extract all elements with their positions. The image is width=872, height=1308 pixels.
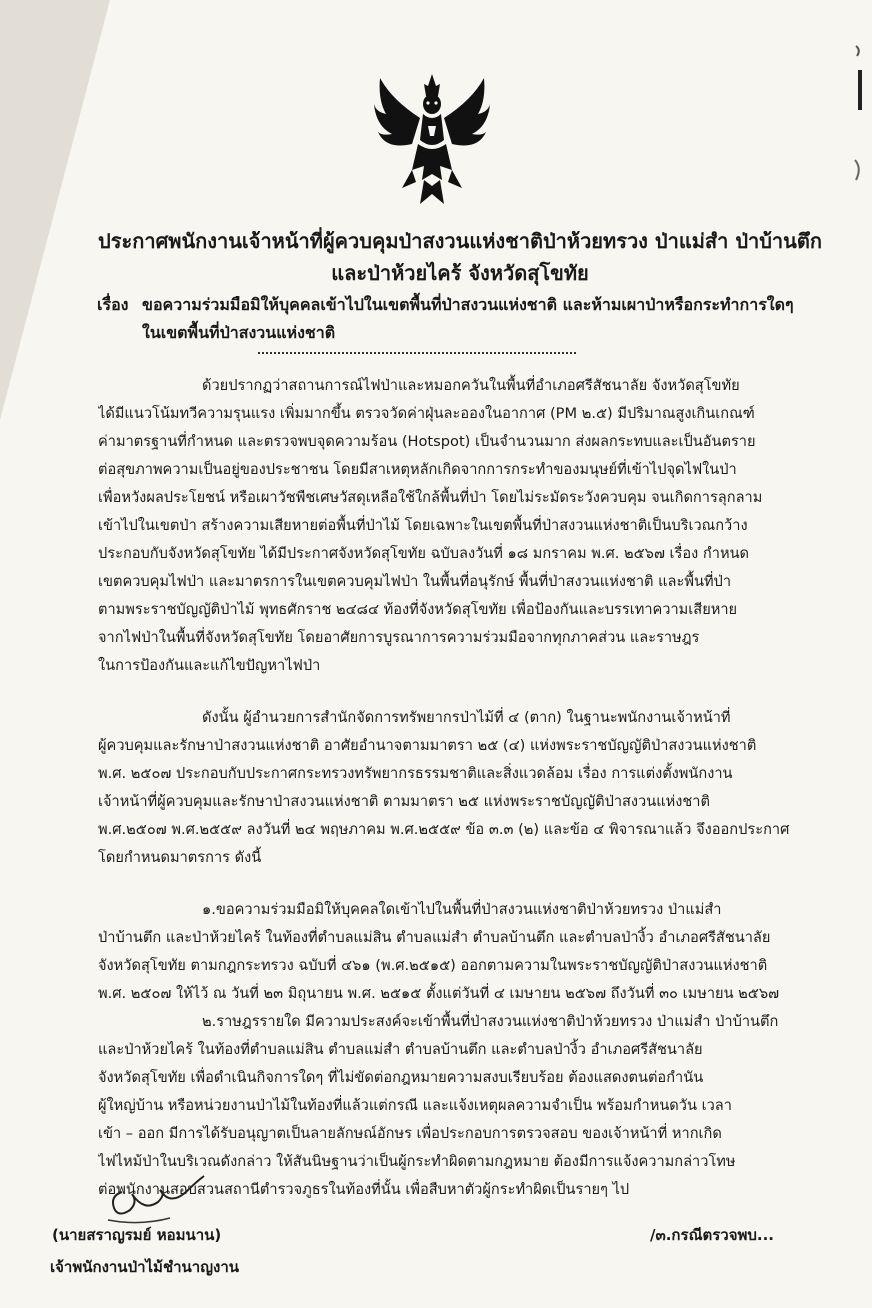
- body-line: ตามพระราชบัญญัติป่าไม้ พุทธศักราช ๒๔๘๔ ท้องที่จังหวัดสุโขทัย เพื่อป้องกันและบรรเทาความเสียหาย: [98, 601, 738, 618]
- body-line: ในการป้องกันและแก้ไขปัญหาไฟป่า: [98, 657, 321, 674]
- body-line: พ.ศ.๒๕๐๗ พ.ศ.๒๕๕๙ ลงวันที่ ๒๔ พฤษภาคม พ.ศ.๒๕๕๙ ข้อ ๓.๓ (๒) และข้อ ๔ พิจารณาแล้ว จึงออกประกาศ: [98, 821, 790, 838]
- body-line: ค่ามาตรฐานที่กำหนด และตรวจพบจุดความร้อน (Hotspot) เป็นจำนวนมาก ส่งผลกระทบและเป็นอันตราย: [98, 433, 756, 450]
- measure-2-line: ๒.ราษฎรรายใด มีความประสงค์จะเข้าพื้นที่ป่าสงวนแห่งชาติป่าห้วยทรวง ป่าแม่สำ ป่าบ้านตึก: [202, 1013, 779, 1030]
- body-line: ต่อพนักงานสอบสวนสถานีตำรวจภูธรในท้องที่นั้น เพื่อสืบหาตัวผู้กระทำผิดเป็นรายๆ ไป: [98, 1181, 630, 1198]
- body-line: ไฟไหม้ป่าในบริเวณดังกล่าว ให้สันนิษฐานว่าเป็นผู้กระทำผิดตามกฎหมาย ต้องมีการแจ้งความกล่าวโทษ: [98, 1153, 736, 1170]
- body-line: เจ้าหน้าที่ผู้ควบคุมและรักษาป่าสงวนแห่งชาติ ตามมาตรา ๒๕ แห่งพระราชบัญญัติป่าสงวนแห่งชาติ: [98, 793, 710, 810]
- announcement-title: ประกาศพนักงานเจ้าหน้าที่ผู้ควบคุมป่าสงวนแห่งชาติป่าห้วยทรวง ป่าแม่สำ ป่าบ้านตึก: [98, 229, 822, 253]
- signatory-position: เจ้าพนักงานป่าไม้ชำนาญงาน: [50, 1258, 240, 1276]
- signatory-name: (นายสราญรมย์ หอมนาน): [52, 1226, 222, 1244]
- body-line: ดังนั้น ผู้อำนวยการสำนักจัดการทรัพยากรป่าไม้ที่ ๔ (ตาก) ในฐานะพนักงานเจ้าหน้าที่: [202, 709, 731, 726]
- body-line: พ.ศ. ๒๕๐๗ ให้ไว้ ณ วันที่ ๒๓ มิถุนายน พ.ศ. ๒๕๑๕ ตั้งแต่วันที่ ๔ เมษายน ๒๕๖๗ ถึงวันที่ ๓๐ เมษายน ๒๕๖๗: [98, 985, 780, 1002]
- body-line: ผู้ควบคุมและรักษาป่าสงวนแห่งชาติ อาศัยอำนาจตามมาตรา ๒๕ (๔) แห่งพระราชบัญญัติป่าสงวนแห่งชาติ: [98, 737, 757, 754]
- measure-1-line: ๑.ขอความร่วมมือมิให้บุคคลใดเข้าไปในพื้นที่ป่าสงวนแห่งชาติป่าห้วยทรวง ป่าแม่สำ: [202, 901, 722, 918]
- body-line: ได้มีแนวโน้มทวีความรุนแรง เพิ่มมากขึ้น ตรวจวัดค่าฝุ่นละอองในอากาศ (PM ๒.๕) มีปริมาณสูงเกินเกณฑ์: [98, 405, 755, 422]
- announcement-title-continued: และป่าห้วยไคร้ จังหวัดสุโขทัย: [331, 261, 589, 285]
- continued-on-next-page: /๓.กรณีตรวจพบ...: [650, 1226, 774, 1244]
- garuda-emblem-icon: [372, 70, 492, 210]
- body-line: เข้า – ออก มีการได้รับอนุญาตเป็นลายลักษณ์อักษร เพื่อประกอบการตรวจสอบ ของเจ้าหน้าที่ หากเกิด: [98, 1125, 722, 1142]
- body-line: ผู้ใหญ่บ้าน หรือหน่วยงานป่าไม้ในท้องที่แล้วแต่กรณี และแจ้งเหตุผลความจำเป็น พร้อมกำหนดวัน เวลา: [98, 1097, 732, 1114]
- body-line: ประกอบกับจังหวัดสุโขทัย ได้มีประกาศจังหวัดสุโขทัย ฉบับลงวันที่ ๑๘ มกราคม พ.ศ. ๒๕๖๗ เรื่อง กำหนด: [98, 545, 750, 562]
- paper-corner-fold: [0, 0, 110, 420]
- subject-text: ขอความร่วมมือมิให้บุคคลเข้าไปในเขตพื้นที่ป่าสงวนแห่งชาติ และห้ามเผาป่าหรือกระทำการใดๆ: [142, 295, 794, 314]
- body-line: พ.ศ. ๒๕๐๗ ประกอบกับประกาศกระทรวงทรัพยากรธรรมชาติและสิ่งแวดล้อม เรื่อง การแต่งตั้งพนักงาน: [98, 765, 733, 782]
- body-line: โดยกำหนดมาตรการ ดังนี้: [98, 849, 262, 866]
- body-line: เพื่อหวังผลประโยชน์ หรือเผาวัชพืชเศษวัสดุเหลือใช้ใกล้พื้นที่ป่า โดยไม่ระมัดระวังควบคุม จนเกิดการลุกลาม: [98, 489, 763, 506]
- body-line: ป่าบ้านตึก และป่าห้วยไคร้ ในท้องที่ตำบลแม่สิน ตำบลแม่สำ ตำบลบ้านตึก และตำบลป่างิ้ว อำเภอศรีสัชนาลัย: [98, 929, 771, 946]
- body-line: เขตควบคุมไฟป่า และมาตรการในเขตควบคุมไฟป่า ในพื้นที่อนุรักษ์ พื้นที่ป่าสงวนแห่งชาติ และพื้นที่ป่า: [98, 573, 732, 590]
- body-line: จากไฟป่าในพื้นที่จังหวัดสุโขทัย โดยอาศัยการบูรณาการความร่วมมือจากทุกภาคส่วน และราษฎร: [98, 629, 700, 646]
- subject-label: เรื่อง: [97, 295, 129, 314]
- body-line: จังหวัดสุโขทัย ตามกฎกระทรวง ฉบับที่ ๔๖๑ (พ.ศ.๒๕๑๕) ออกตามความในพระราชบัญญัติป่าสงวนแห่งชาติ: [98, 957, 768, 974]
- body-line: ต่อสุขภาพความเป็นอยู่ของประชาชน โดยมีสาเหตุหลักเกิดจากการกระทำของมนุษย์ที่เข้าไปจุดไฟในป่า: [98, 461, 737, 478]
- body-line: เข้าไปในเขตป่า สร้างความเสียหายต่อพื้นที่ป่าไม้ โดยเฉพาะในเขตพื้นที่ป่าสงวนแห่งชาติเป็นบริเวณกว้าง: [98, 517, 748, 534]
- subject-text-continued: ในเขตพื้นที่ป่าสงวนแห่งชาติ: [142, 323, 336, 342]
- body-line: และป่าห้วยไคร้ ในท้องที่ตำบลแม่สิน ตำบลแม่สำ ตำบลบ้านตึก และตำบลป่างิ้ว อำเภอศรีสัชนาลัย: [98, 1041, 703, 1058]
- page-edge-mark: [852, 40, 866, 200]
- dotted-divider: [258, 352, 576, 354]
- body-line: ด้วยปรากฏว่าสถานการณ์ไฟป่าและหมอกควันในพื้นที่อำเภอศรีสัชนาลัย จังหวัดสุโขทัย: [202, 377, 740, 394]
- body-line: จังหวัดสุโขทัย เพื่อดำเนินกิจการใดๆ ที่ไม่ขัดต่อกฎหมายความสงบเรียบร้อย ต้องแสดงตนต่อกำนัน: [98, 1069, 704, 1086]
